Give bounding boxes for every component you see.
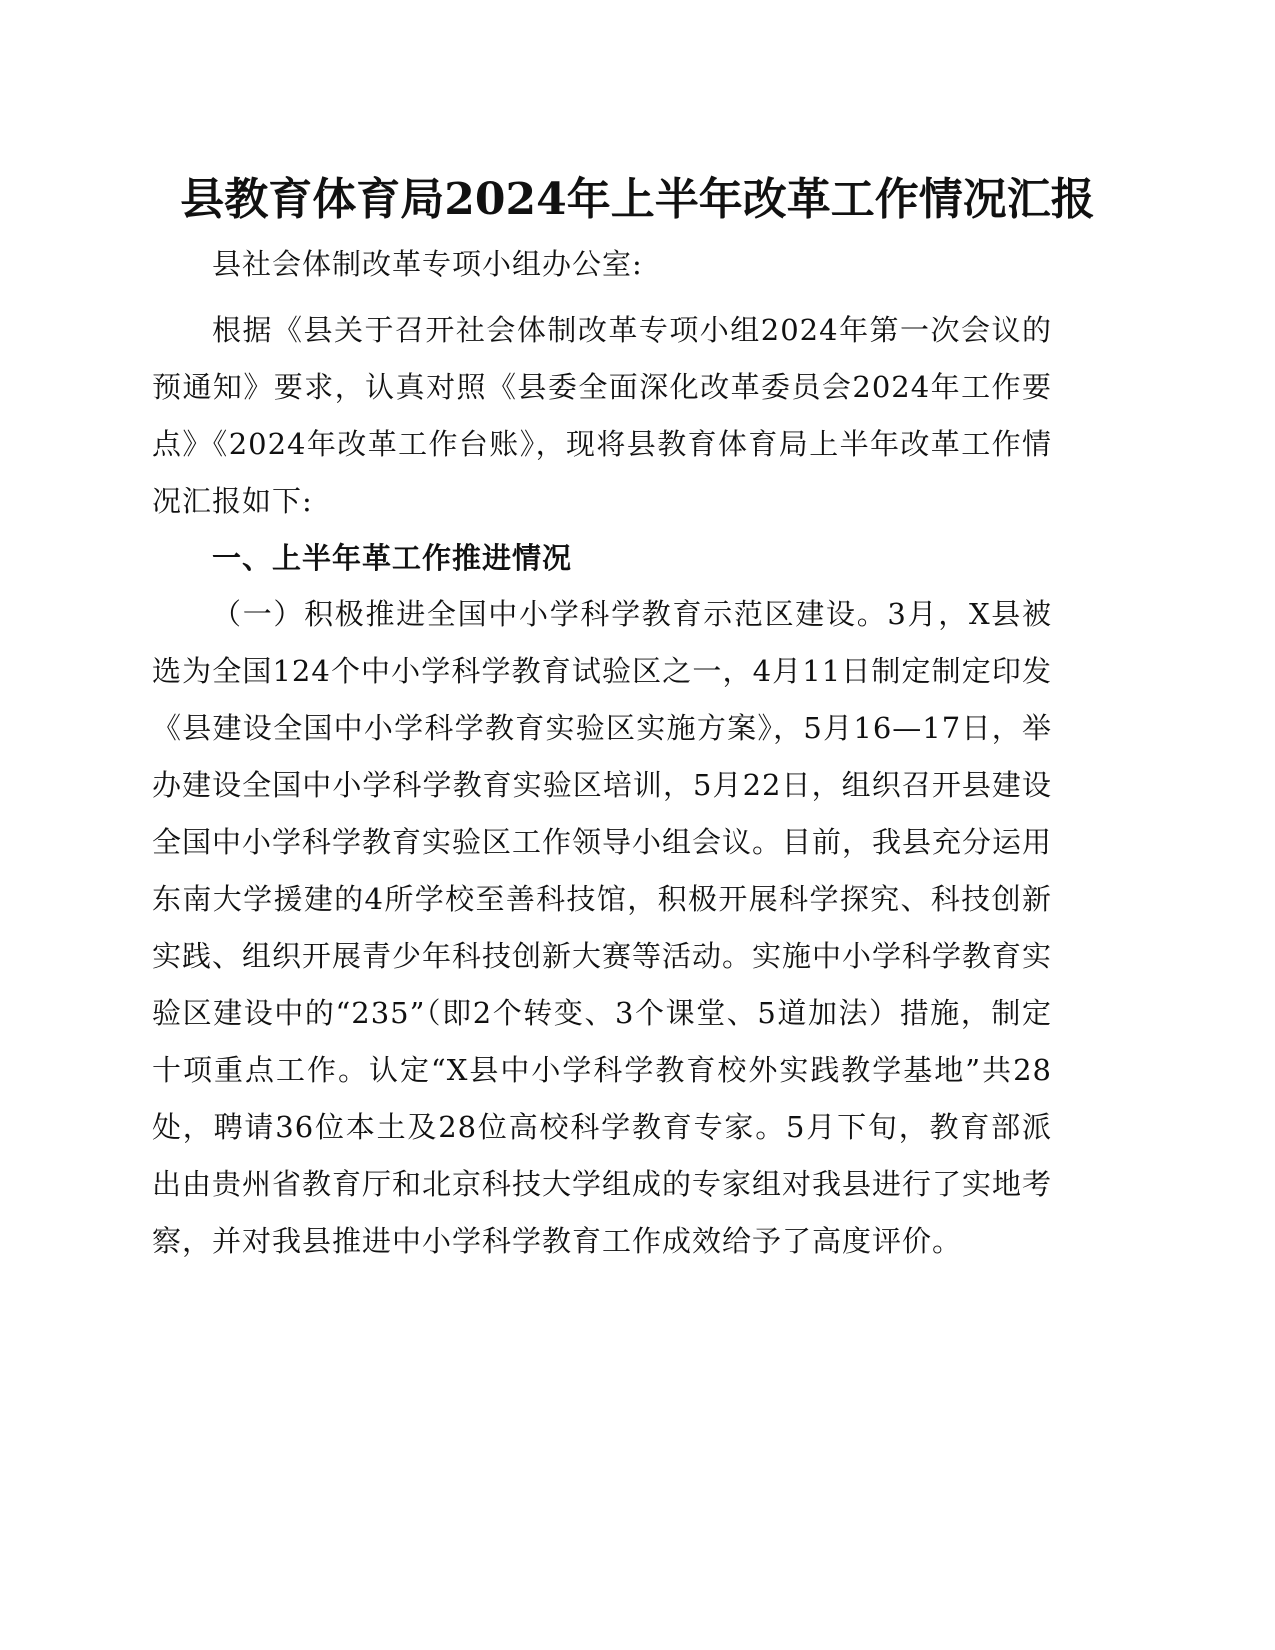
section-heading: 一、上半年革工作推进情况 xyxy=(212,541,573,575)
section-paragraph: （一）积极推进全国中小学科学教育示范区建设。3月，X县被选为全国124个中小学科学教育试验区之一，4月11日制定制定印发《县建设全国中小学科学教育实验区实施方案》，5月16—17日，举办建设全国中小学科学教育实验区培训，5月22日，组织召开县建设全国中小学科学教育实验区工作领导小组会议。目前，我县充分运用东南大学援建的4所学校至善科技馆，积极开展科学探究、科技创新实践、组织开展青少年科技创新大赛等活动。实施中小学科学教育实验区建设中的“235”（即2个转变、3个课堂、5道加法）措施，制定十项重点工作。认定“X县中小学科学教育校外实践教学基地”共28处，聘请36位本土及28位高校科学教育专家。5月下旬，教育部派出由贵州省教育厅和北京科技大学组成的专家组对我县进行了实地考察，并对我县推进中小学科学教育工作成效给予了高度评价。 xyxy=(152,597,1053,1258)
intro-paragraph: 根据《县关于召开社会体制改革专项小组2024年第一次会议的预通知》要求，认真对照《县委全面深化改革委员会2024年工作要点》《2024年改革工作台账》，现将县教育体育局上半年改革工作情况汇报如下: xyxy=(152,313,1052,518)
document-title: 县教育体育局2024年上半年改革工作情况汇报 xyxy=(180,174,1095,225)
salutation: 县社会体制改革专项小组办公室: xyxy=(212,247,643,281)
